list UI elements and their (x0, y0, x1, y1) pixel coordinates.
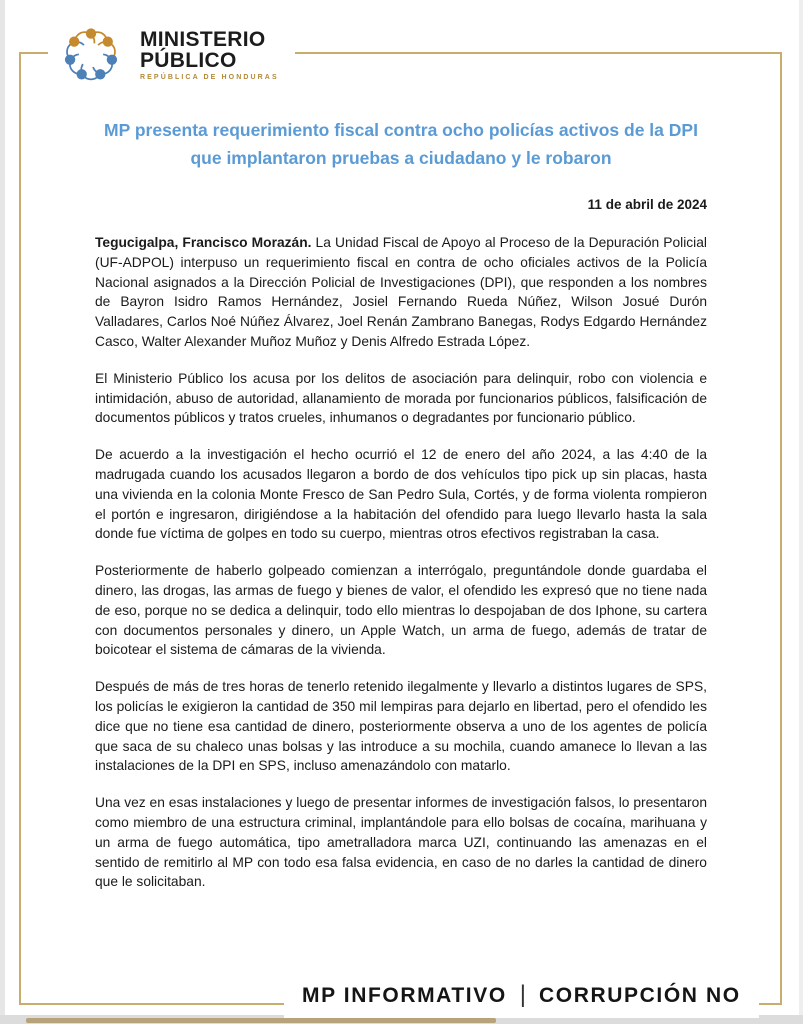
photo-edge-left (0, 0, 5, 1024)
paragraph-5: Después de más de tres horas de tenerlo retenido ilegalmente y llevarlo a distintos lugares de SPS, los policías le exigieron la cantidad de 350 mil lempiras para dejarlo en libertad, pero el ofendido les dice que no tiene esa cantidad de dinero, posteriormente observa a uno de los agentes de policía que saca de su chaleco unas bolsas y las introduce a su mochila, cuando amanece lo llevan a las instalaciones de la DPI en SPS, incluso amenazándolo con matarlo. (95, 679, 707, 774)
paragraph-1-rest: La Unidad Fiscal de Apoyo al Proceso de la Depuración Policial (UF-ADPOL) interpuso un requerimiento fiscal en contra de ocho oficiales activos de la Policía Nacional asignados a la Dirección Policial de Investigaciones (DPI), que responden a los nombres de Bayron Isidro Ramos Hernández, Josiel Fernando Rueda Núñez, Wilson Josué Durón Valladares, Carlos Noé Núñez Álvarez, Joel Renán Zambrano Banegas, Rodys Edgardo Hernández Casco, Walter Alexander Muñoz Muñoz y Denis Alfredo Estrada López. (95, 235, 707, 349)
photo-edge-right (799, 0, 803, 1024)
paragraph-4: Posteriormente de haberlo golpeado comienzan a interrógalo, preguntándole donde guardaba el dinero, las drogas, las armas de fuego y bienes de valor, el ofendido les expresó que no tiene nada de eso, porque no se dedica a delinquir, todo ello mientras lo despojaban de dos Iphone, su cartera con documentos personales y dinero, un Apple Watch, un arma de fuego, además de tratar de boicotear el sistema de cámaras de la vivienda. (95, 563, 707, 658)
dateline: 11 de abril de 2024 (587, 197, 707, 212)
paragraph-6: Una vez en esas instalaciones y luego de presentar informes de investigación falsos, lo presentaron como miembro de una estructura criminal, implantándole para ello bolsas de cocaína, marihuana y un arma de fuego automática, tipo ametralladora marca UZI, continuando las amenazas en el sentido de remitirlo al MP con todo esa falsa evidencia, en caso de no darles la cantidad de dinero que le solicitaban. (95, 795, 707, 890)
ministerio-publico-logo (48, 12, 295, 98)
paragraph-1 (95, 233, 707, 352)
logo-title-line1: MINISTERIO (140, 28, 266, 51)
paragraph-2: El Ministerio Público los acusa por los delitos de asociación para delinquir, robo con violencia e intimidación, abuso de autoridad, allanamiento de morada por funcionarios públicos, falsificación de documentos públicos y tratos crueles, inhumanos o degradantes por funcionario público. (95, 370, 707, 426)
people-circle-logo-icon (52, 16, 130, 94)
logo-title-line2: PÚBLICO (140, 49, 237, 72)
footer-left-text: MP INFORMATIVO (302, 984, 507, 1007)
logo-wordmark (140, 29, 279, 81)
body-copy (95, 233, 707, 892)
headline: MP presenta requerimiento fiscal contra ocho policías activos de la DPI que implantaron pruebas a ciudadano y le robaron (104, 120, 698, 168)
document-content (95, 116, 707, 892)
paragraph-1-lead: Tegucigalpa, Francisco Morazán. (95, 235, 312, 250)
desk-edge-strip (26, 1018, 496, 1023)
logo-subtitle: REPÚBLICA DE HONDURAS (140, 74, 279, 81)
paragraph-3: De acuerdo a la investigación el hecho ocurrió el 12 de enero del año 2024, a las 4:40 de la madrugada cuando los acusados llegaron a bordo de dos vehículos tipo pick up sin placas, hasta una vivienda en la colonia Monte Fresco de San Pedro Sula, Cortés, y de forma violenta rompieron el portón e ingresaron, dirigiéndose a la habitación del ofendido para luego llevarlo hasta la sala donde fue víctima de golpes en todo su cuerpo, mientras otros efectivos registraban la casa. (95, 447, 707, 542)
footer-banner (284, 974, 759, 1018)
footer-separator: | (519, 981, 527, 1008)
footer-right-text: CORRUPCIÓN NO (539, 984, 741, 1007)
